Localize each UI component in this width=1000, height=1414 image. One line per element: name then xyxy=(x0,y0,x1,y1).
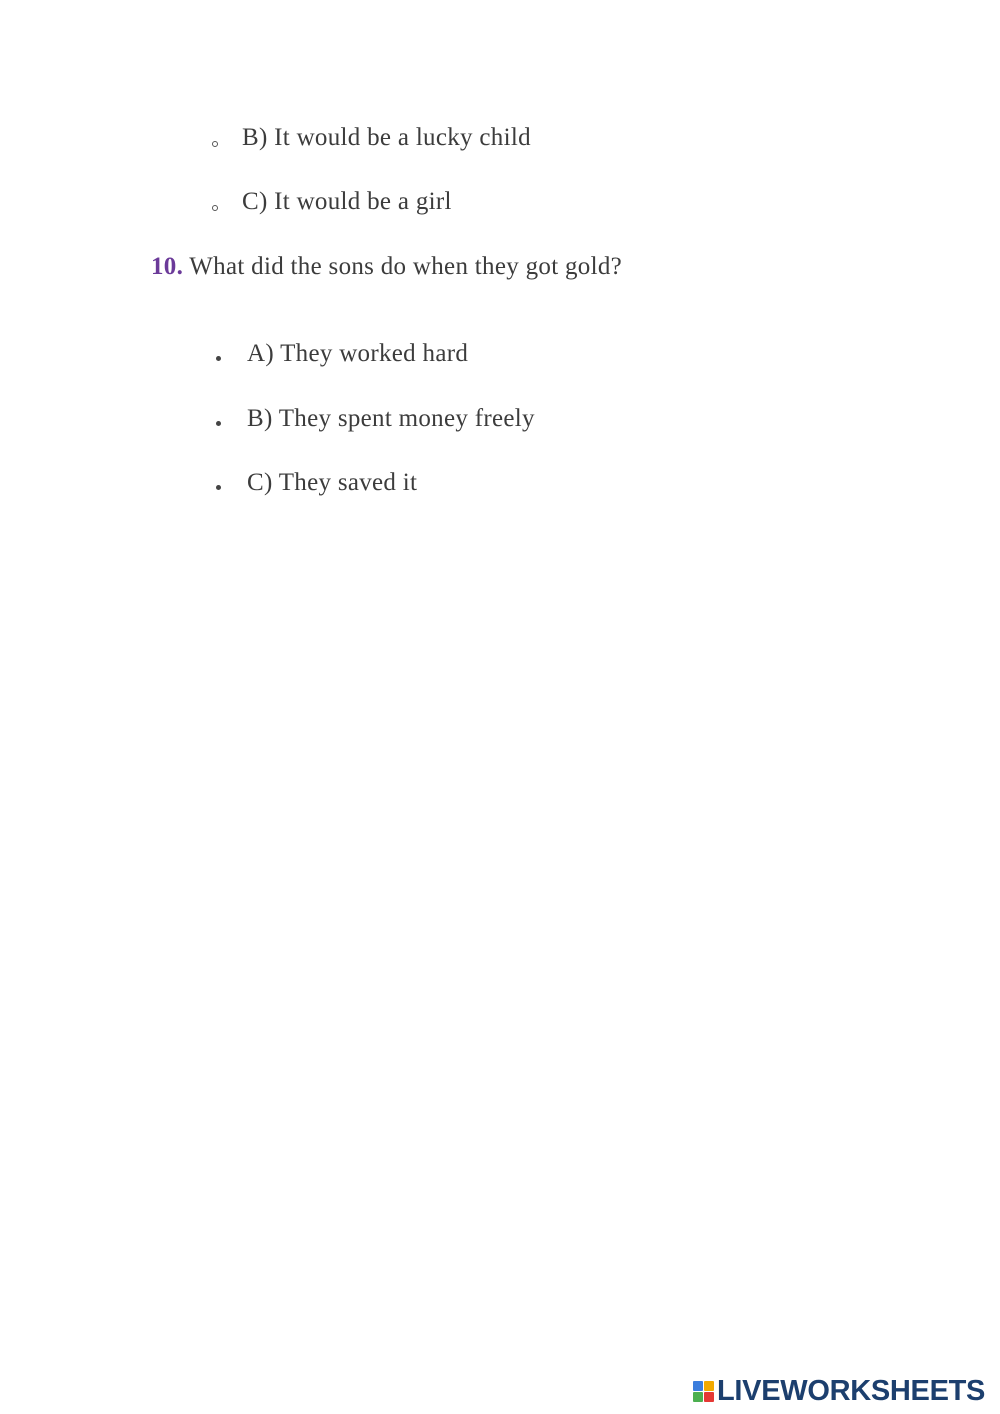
liveworksheets-logo xyxy=(693,1376,985,1406)
option-label: C) They saved it xyxy=(247,469,418,496)
hollow-bullet-icon xyxy=(212,205,218,211)
logo-mark-icon xyxy=(693,1381,714,1402)
option-label: A) They worked hard xyxy=(247,340,469,367)
question-10 xyxy=(151,252,622,282)
option-label: C) It would be a girl xyxy=(242,188,452,215)
question-text: What did the sons do when they got gold? xyxy=(189,253,623,280)
bullet-icon xyxy=(216,485,221,490)
bullet-icon xyxy=(216,356,221,361)
bullet-icon xyxy=(216,421,221,426)
option-label: B) They spent money freely xyxy=(247,405,535,432)
logo-text: LIVEWORKSHEETS xyxy=(717,1374,986,1407)
hollow-bullet-icon xyxy=(212,141,218,147)
option-label: B) It would be a lucky child xyxy=(242,124,531,151)
question-number: 10. xyxy=(151,253,184,280)
